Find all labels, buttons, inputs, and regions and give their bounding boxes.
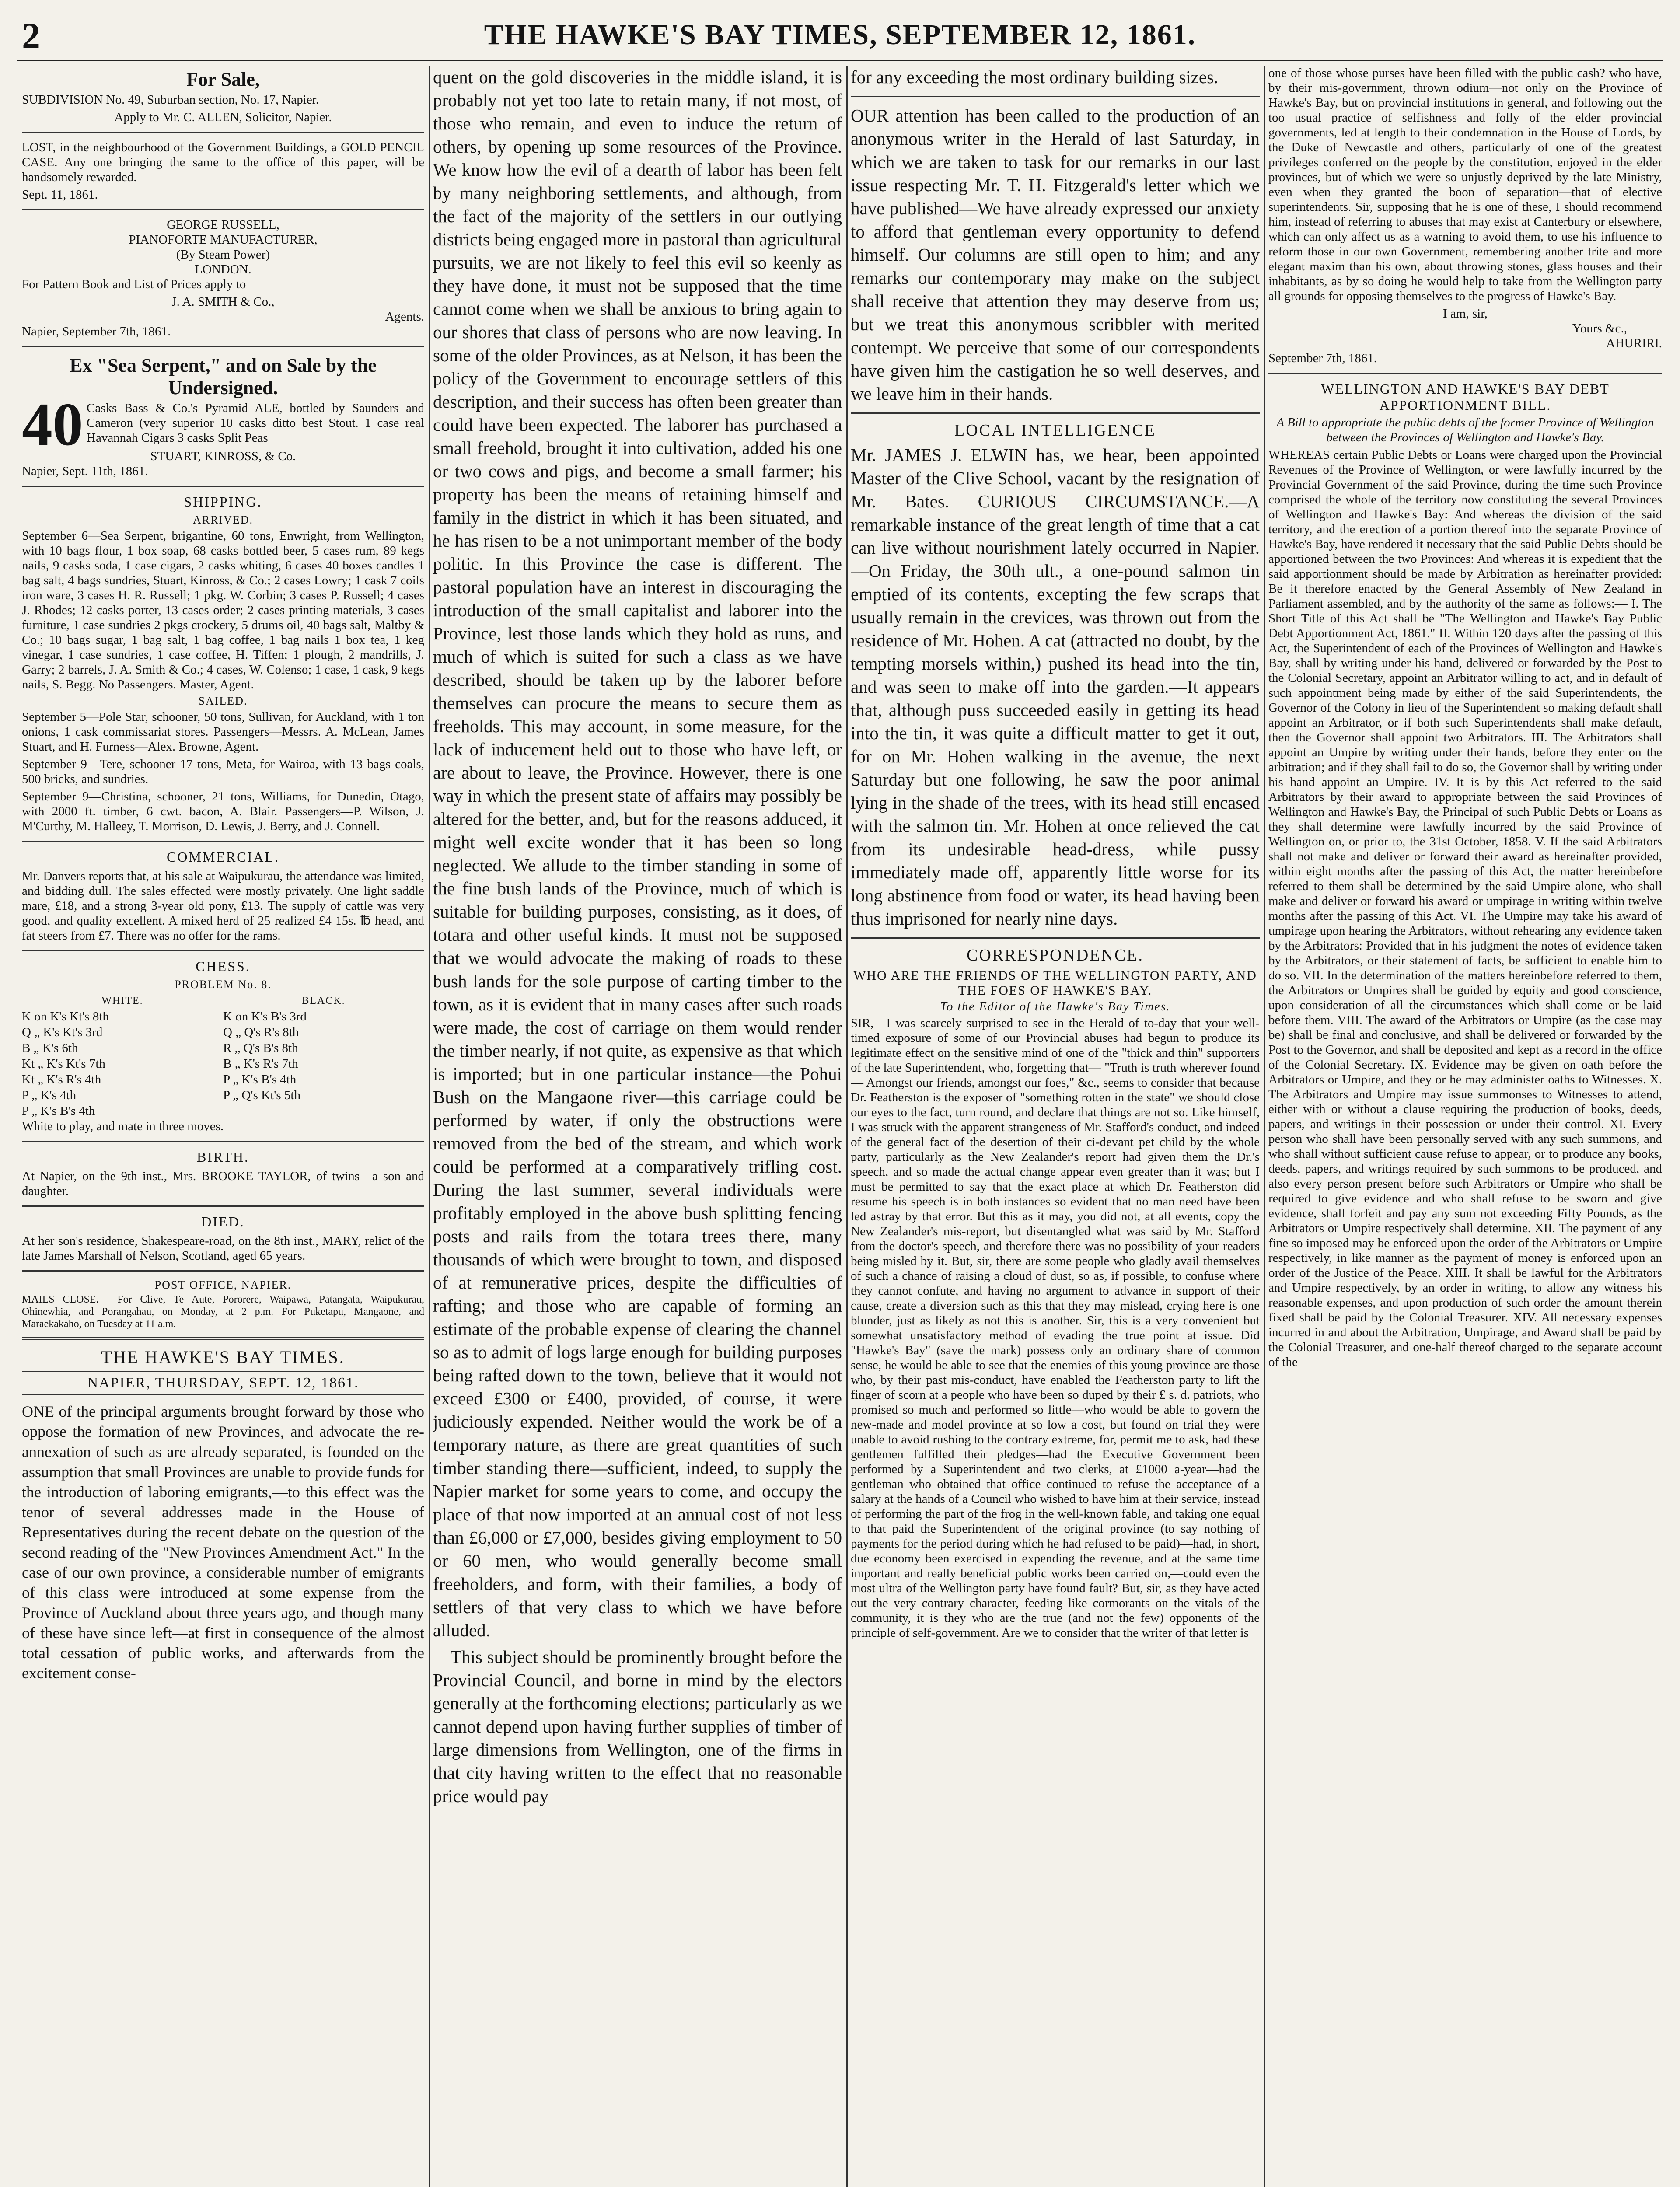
letter-sign-1: I am, sir, bbox=[1443, 307, 1488, 321]
divider bbox=[22, 1141, 424, 1142]
bill-body: WHEREAS certain Public Debts or Loans were charged upon the Provincial Revenues of the Province of Wellington, or were lawfully incurred by the Provincial Government of the said Province, during the time such Province comprised the whole of the territory now constituting the several Provinces of Wellington and Hawke's Bay: And whereas the division of the said territory, and the erection of a portion thereof into the separate Province of Hawke's Bay, have rendered it necessary that the said Public Debts should be apportioned between the two Provinces: And whereas it is expedient that the said apportionment should be made by Arbitration as hereinafter provided: Be it therefore enacted by the General Assembly of New Zealand in Parliament assembled, and by the authority of the same as follows:— I. The Short Title of this Act shall be "The Wellington and Hawke's Bay Public Debt Apportionment Act, 1861." II. Within 120 days after the passing of this Act, the Superintendent of each of the Provinces of Wellington and Hawke's Bay, shall by writing under his hand, delivered or forwarded by the Post to the Colonial Secretary, appoint an Arbitrator willing to act, and in default of such appointment being made by either of the said Superintendents, the Governor of the Colony in lieu of the Superintendent so making default shall appoint an Arbitrator, or if both such Superintendents shall make default, then the Governor shall appoint two Arbitrators. III. The Arbitrators shall appoint an Umpire by writing under their hands, before they enter on the arbitration; and if they shall fail to do so, the Governor shall by writing under his hand appoint an Umpire. IV. It is by this Act referred to the said Arbitrators by their award to appropriate between the said Provinces of Wellington and Hawke's Bay, the Principal of such Public Debts or Loans as they shall determine were lawfully incurred by the said Province of Wellington on, or prior to, the 31st October, 1858. V. If the said Arbitrators shall not make and deliver or forward their award as hereinafter provided, within eight months after the passing of this Act, the matter hereinbefore referred to them shall be determined by the said Umpire alone, who shall make and deliver or forward his award or umpirage in writing within twelve months after the passing of this Act. VI. The Umpire may take his award of umpirage upon hearing the Arbitrators, without rehearing any evidence taken by the Arbitrators: Provided that in his judgment the notes of evidence taken by the Arbitrators, or their statement of facts, be sufficient to enable him to do so. VII. In the determination of the matters hereinbefore referred to them, the Arbitrators or Umpires shall be guided by equity and good conscience, upon consideration of all the circumstances which shall come or be laid before them. VIII. The award of the Arbitrators or Umpire (as the case may be) shall be final and conclusive, and shall be delivered or forwarded by the Post to the Governor, and shall be deposited and kept as a record in the office of the Colonial Secretary. IX. Evidence may be given on oath before the Arbitrators or Umpire, and they or he may administer oaths to Witnesses. X. The Arbitrators and Umpire may issue summonses to Witnesses to attend, either with or without a clause requiring the production of books, deeds, papers, and writings in their possession or under their control. XI. Every person who shall have been personally served with any such summons, and who shall without sufficient cause refuse to appear, or to produce any books, deeds, papers, and writings required by such summons to be produced, and also every person present before such Arbitrators or Umpire who shall be required to give evidence and who shall refuse to be sworn and give evidence, shall forfeit and pay any sum not exceeding Fifty Pounds, as the Arbitrators or Umpire respectively shall determine. XII. The payment of any fine so imposed may be enforced upon the order of the Arbitrators or Umpire respectively, in like manner as the payment of money is enforced upon an order of the Justice of the Peace. XIII. It shall be lawful for the Arbitrators and Umpire respectively, by an order in writing, to allow any witness his reasonable expenses, and upon production of such order the amount therein fixed shall be paid by the Colonial Treasurer. XIV. All necessary expenses incurred in and about the Arbitration, Umpirage, and Award shall be paid by the Colonial Treasurer, and one-half thereof charged to the separate account of the bbox=[1268, 448, 1662, 1369]
chess-white-move: P „ K's B's 4th bbox=[22, 1104, 95, 1118]
russell-power: (By Steam Power) bbox=[176, 248, 270, 262]
bill-subtitle: A Bill to appropriate the public debts of the former Province of Wellington between the Provinces of Wellington and Hawke's Bay. bbox=[1276, 416, 1654, 444]
bill-heading: WELLINGTON AND HAWKE'S BAY DEBT APPORTIONMENT BILL. bbox=[1321, 381, 1610, 413]
commercial-heading: COMMERCIAL. bbox=[167, 849, 279, 865]
lost-date: Sept. 11, 1861. bbox=[22, 188, 98, 202]
column-2 bbox=[433, 66, 842, 2187]
divider bbox=[22, 1270, 424, 1272]
chess-table bbox=[22, 993, 424, 1119]
shipping-heading: SHIPPING. bbox=[184, 494, 262, 510]
chess-footer: White to play, and mate in three moves. bbox=[22, 1119, 224, 1133]
chess-white-heading: WHITE. bbox=[101, 995, 143, 1006]
letter-continued: one of those whose purses have been filled with the public cash? who have, by their mis-government, thrown odium—not only on the Province of Hawke's Bay, but on provincial institutions in general, and following out the too usual practice of selfishness and folly of the elder provincial governments, led at length to their condemnation in the House of Lords, by the Duke of Newcastle and others, particularly of one of the greatest privileges conferred on the people by the constitution, enjoyed in the elder provinces, but of which we were so unjustly deprived by the late Ministry, even when they granted the boon of separation—that of elective superintendents. Sir, supposing that he is one of these, I should recommend him, instead of referring to abuses that may exist at Canterbury or elsewhere, which can only affect us as a warning to avoid them, to use his influence to reform those in our own Government, remembering another trite and more elegant maxim than his own, about throwing stones, glass houses and their inhabitants, as by so doing he would help to take from the Wellington party all grounds for opposing themselves to the progress of Hawke's Bay. bbox=[1268, 66, 1662, 303]
divider bbox=[22, 132, 424, 133]
chess-problem: PROBLEM No. 8. bbox=[175, 978, 272, 991]
post-office-body: MAILS CLOSE.— For Clive, Te Aute, Pororere, Waipawa, Patangata, Waipukurau, Ohinewhia, and Porangahau, on Monday, at 2 p.m. For Puketapu, Mangaone, and Maraekakaho, on Tuesday at 11 a.m. bbox=[22, 1294, 424, 1330]
divider bbox=[22, 950, 424, 951]
died-heading: DIED. bbox=[201, 1214, 245, 1230]
russell-trade: PIANOFORTE MANUFACTURER, bbox=[129, 233, 318, 247]
russell-agent: J. A. SMITH & Co., bbox=[171, 295, 275, 309]
divider bbox=[22, 1205, 424, 1207]
died-body: At her son's residence, Shakespeare-road, on the 8th inst., MARY, relict of the late James Marshall of Nelson, Scotland, aged 65 years. bbox=[22, 1234, 424, 1263]
column-4 bbox=[1268, 66, 1662, 2187]
divider bbox=[22, 346, 424, 347]
editorial-continued-2: This subject should be prominently brought before the Provincial Council, and borne in mind by the electors generally at the forthcoming elections; particularly as we cannot depend upon having further supplies of timber of large dimensions from Wellington, one of the firms in that city having written to the effect that no reasonable price would pay bbox=[433, 1647, 842, 1806]
chess-white-move: B „ K's 6th bbox=[22, 1041, 78, 1055]
paper-title: THE HAWKE'S BAY TIMES. bbox=[101, 1347, 345, 1367]
post-office-heading: POST OFFICE, NAPIER. bbox=[154, 1279, 292, 1291]
chess-white-move: Kt „ K's Kt's 7th bbox=[22, 1057, 105, 1071]
editorial-body: ONE of the principal arguments brought forward by those who oppose the formation of new Provinces, and advocate the re-annexation of such as are already separated, is founded on the assumption that small Provinces are unable to provide funds for the introduction of laboring emigrants,—to this effect was the tenor of several addresses made in the House of Representatives during the recent debate on the question of the second reading of the "New Provinces Amendment Act." In the case of our own province, a considerable number of emigrants of this class were introduced at some expense from the Province of Auckland about three years ago, and though many of these have since left—at first in consequence of the almost total cessation of public works, and afterwards from the excitement conse- bbox=[22, 1403, 424, 1682]
chess-black-move: P „ K's B's 4th bbox=[223, 1073, 297, 1087]
chess-heading: CHESS. bbox=[196, 958, 251, 974]
column-rule bbox=[846, 66, 848, 2187]
ship-entry: September 9—Christina, schooner, 21 tons, Williams, for Dunedin, Otago, with 2000 ft. timber, 6 cwt. bacon, A. Blair. Passengers—P. Wilson, J. M'Curthy, M. Halleey, T. Morrison, D. Lewis, J. Berry, and J. Connell. bbox=[22, 790, 424, 833]
chess-black-move: K on K's B's 3rd bbox=[223, 1010, 307, 1024]
russell-agents: Agents. bbox=[385, 310, 424, 324]
chess-black-move bbox=[223, 1103, 424, 1119]
divider bbox=[22, 486, 424, 487]
masthead bbox=[17, 10, 1663, 61]
serpent-heading: Ex "Sea Serpent," and on Sale by the Undersigned. bbox=[70, 355, 377, 398]
serpent-date: Napier, Sept. 11th, 1861. bbox=[22, 464, 148, 478]
columns bbox=[17, 66, 1663, 2187]
divider bbox=[22, 1371, 424, 1372]
divider bbox=[22, 1337, 424, 1340]
divider bbox=[22, 1394, 424, 1395]
ship-entry: September 6—Sea Serpent, brigantine, 60 tons, Enwright, from Wellington, with 10 bags flour, 1 box soap, 68 casks bottled beer, 5 cases rum, 89 kegs nails, 9 casks soda, 1 case cigars, 2 casks whiting, 6 cases 40 boxes candles 1 bag salt, 4 bags sundries, Stuart, Kinross, & Co.; 2 cases Lowry; 1 cask 7 coils iron ware, 3 cases H. R. Russell; 1 pkg. W. Corbin; 3 cases P. Russell; 4 cases J. Rhodes; 12 casks porter, 13 cases order; 2 cases printing materials, 3 cases furniture, 1 case sundries 2 pkgs crockery, 5 drums oil, 40 bags salt, Maltby & Co.; 10 bags sugar, 1 bag salt, 1 bag coffee, 1 bag nails 1 box tea, 1 keg vinegar, 1 case sundries, 1 case coffee, H. Tiffen; 1 plough, 2 mandrills, J. Garry; 2 barrels, J. A. Smith & Co.; 4 cases, W. Colenso; 1 case, 1 cask, 9 kegs nails, S. Begg. No Passengers. Master, Agent. bbox=[22, 529, 424, 692]
chess-white-move: Q „ K's Kt's 3rd bbox=[22, 1025, 103, 1039]
divider bbox=[1268, 373, 1662, 374]
paper-date: NAPIER, THURSDAY, SEPT. 12, 1861. bbox=[87, 1375, 359, 1391]
russell-body: For Pattern Book and List of Prices apply to bbox=[22, 277, 246, 291]
column-rule bbox=[1264, 66, 1265, 2187]
chess-black-move: B „ K's R's 7th bbox=[223, 1057, 298, 1071]
serpent-body: Casks Bass & Co.'s Pyramid ALE, bottled by Saunders and Cameron (very superior 10 casks ditto best Stout. 1 case real Havannah Cigars 3 casks Split Peas bbox=[87, 401, 424, 445]
divider bbox=[851, 96, 1260, 97]
ship-entry: September 5—Pole Star, schooner, 50 tons, Sullivan, for Auckland, with 1 ton onions, 1 cask commissariat stores. Passengers—Messrs. A. McLean, James Stuart, and H. Furness—Alex. Browne, Agent. bbox=[22, 710, 424, 754]
russell-city: LONDON. bbox=[195, 262, 251, 276]
letter-body: SIR,—I was scarcely surprised to see in the Herald of to-day that your well-timed exposure of some of our Provincial abuses had begun to produce its legitimate effect on the sensitive mind of one of the "thick and thin" supporters of the late Superintendent, who, forgetting that— "Truth is truth wherever found— Amongst our friends, amongst our foes," &c., seems to consider that because Dr. Featherston is the exposer of "something rotten in the state" we should close our eyes to the fact, turn round, and declare that things are not so. Like himself, I was struck with the apparent strangeness of Mr. Stafford's conduct, and indeed of the general fact of the desertion of their ci-devant pet child by the whole party, particularly as the New Zealander's report had given them the Dr.'s speech, and so made the actual change appear even greater than it was; but I must be permitted to say that the exact place at which Dr. Featherston did resume his speech is in both instances so evident that no man need have been led astray by that error. But this as it may, you did not, at all events, copy the New Zealander's mis-report, but disentangled what was said by Mr. Stafford from the doctor's speech, and therefore there was no possibility of your readers being misled by it. But, sir, there are some people who gladly avail themselves of such a chance of raising a cloud of dust, so as, if possible, to confuse where they cannot confute, and having no argument to advance in support of their cause, create a diversion such as this that they may mislead, crying here is one blunder, just as likely as not this is another. Sir, this is a very convenient but somewhat unsatisfactory method of evading the true point at issue. Did "Hawke's Bay" (save the mark) possess only an ordinary share of common sense, he would be able to see that the enemies of this young province are those who, by their past mis-conduct, have enabled the Featherston party to lift the finger of scorn at a people who have been so duped by their £ s. d. patriots, who promised so much and performed so little—who would be able to govern the new-made and model province at so low a cost, but found on trial they were unable to avoid rushing to the contrary extreme, for, permit me to ask, had these gentlemen fulfilled their pledges—had the Executive Government been performed by a Superintendent and two clerks, at £1000 a-year—had the gentleman who obtained that office continued to refuse the acceptance of a salary at the hands of a Council who wished to have him at their service, instead of performing the part of the frog in the well-known fable, and taking one equal to that paid the Superintendent of the original province (to say nothing of payments for the period during which he had refused to be paid)—had, in short, due economy been exercised in expending the revenue, and at the same time important and really beneficial public works been carried on,—could even the most ultra of the Wellington party have found fault? But, sir, as they have acted out the very contrary character, feeding like cormorants on the vitals of the community, it is they who are the true (and not the few) opponents of the principle of self-government. Are we to consider that the writer of that letter is bbox=[851, 1016, 1260, 1640]
letter-title: WHO ARE THE FRIENDS OF THE WELLINGTON PARTY, AND THE FOES OF HAWKE'S BAY. bbox=[853, 968, 1257, 998]
sale-heading: For Sale, bbox=[186, 69, 260, 90]
sailed-heading: SAILED. bbox=[198, 695, 248, 707]
divider bbox=[851, 412, 1260, 414]
letter-salutation: To the Editor of the Hawke's Bay Times. bbox=[940, 1000, 1170, 1013]
divider bbox=[851, 937, 1260, 939]
serpent-number: 40 bbox=[22, 401, 83, 449]
serpent-signature: STUART, KINROSS, & Co. bbox=[150, 449, 296, 463]
local-intelligence-heading: LOCAL INTELLIGENCE bbox=[954, 421, 1156, 440]
newspaper-title: THE HAWKE'S BAY TIMES, SEPTEMBER 12, 1861. bbox=[484, 19, 1196, 51]
correspondence-heading: CORRESPONDENCE. bbox=[967, 946, 1144, 964]
lost-notice: LOST, in the neighbourhood of the Government Buildings, a GOLD PENCIL CASE. Any one bringing the same to the office of this paper, will be handsomely rewarded. bbox=[22, 140, 424, 184]
divider bbox=[22, 841, 424, 842]
editorial-end: for any exceeding the most ordinary building sizes. bbox=[851, 67, 1219, 87]
letter-sign-2: Yours &c., bbox=[1572, 321, 1627, 335]
letter-date: September 7th, 1861. bbox=[1268, 351, 1377, 365]
birth-heading: BIRTH. bbox=[196, 1149, 250, 1165]
commercial-body: Mr. Danvers reports that, at his sale at Waipukurau, the attendance was limited, and bidding dull. The sales effected were mostly privately. One light saddle mare, £18, and a strong 3-year old pony, £13. The supply of cattle was very good, and quality excellent. A mixed herd of 25 realized £4 15s. ℔ head, and fat steers from £7. There was no offer for the rams. bbox=[22, 869, 424, 943]
page-number: 2 bbox=[22, 16, 40, 56]
herald-response: OUR attention has been called to the production of an anonymous writer in the Herald of last Saturday, in which we are taken to task for our remarks in our last issue respecting Mr. T. H. Fitzgerald's letter which we have published—We have already expressed our anxiety to afford that gentleman every opportunity to defend himself. Our columns are still open to him; and any remarks our contemporary may make on the subject shall receive that attention they may deserve from us; but we treat this anonymous scribbler with merited contempt. We perceive that some of our correspondents have given him the castigation he so well deserves, and we leave him in their hands. bbox=[851, 105, 1260, 404]
editorial-continued: quent on the gold discoveries in the middle island, it is probably not yet too late to retain many, if not most, of those who remain, and even to induce the return of others, by opening up some resources of the Province. We know how the evil of a dearth of labor has been felt by many neighboring settlements, and although, from the fact of the majority of the settlers in our outlying districts being engaged more in pastoral than agricultural pursuits, we are not likely to feel this evil so keenly as they have done, it must not be supposed that the time cannot come when we shall be anxious to bring again to our shores that class of persons who are now leaving. In some of the older Provinces, as at Nelson, it has been the policy of the Government to encourage settlers of this description, and their success has often been greater than could have been expected. The laborer has purchased a small freehold, brought it into cultivation, added his one or two cows and pigs, and become a small farmer; his property has been the means of retaining himself and family in the district in which it has been situated, and he has risen to be a not unimportant member of the body politic. In this Province the case is different. The pastoral population have an interest in discouraging the introduction of the small capitalist and laborer into the Province, lest those lands which they hold as runs, and much of which is suited for such a class as we have described, should be taken up by the laborer before themselves can procure the means to secure them as freeholds. This may account, in some measure, for the lack of inducement held out to those who have left, or are about to leave, the Province. However, there is one way in which the present state of affairs may possibly be altered for the better, and, but for the reasons adduced, it might well excite wonder that it has been so long neglected. We allude to the timber standing in some of the fine bush lands of the Province, much of which is suitable for building purposes, consisting, as it does, of totara and other useful kinds. It must not be supposed that we would advocate the making of roads to these bush lands for the sole purpose of carting timber to the town, as it is evident that in many cases after such roads were made, the cost of carriage on them would render the timber nearly, if not quite, as expensive as that which is imported; but in one particular instance—the Pohui Bush on the Mangaone river—this carriage could be performed by water, if only the obstructions were removed from the bed of the stream, and which work could be performed at a comparatively trifling cost. During the last summer, several individuals were profitably employed in the above bush splitting fencing posts and rails from the totara trees there, many thousands of which were brought to town, and disposed of at remunerative prices, despite the difficulties of rafting; and those who are capable of forming an estimate of the probable expense of clearing the channel so as to admit of logs large enough for building purposes being rafted down to the town, believe that it would not exceed £300 or £400, provided, of course, it were judiciously expended. Neither would the work be of a temporary nature, as there are great quantities of such timber standing there—sufficient, indeed, to supply the Napier market for some years to come, and occupy the place of that now imported at an annual cost of not less than £6,000 or £7,000, besides giving employment to 50 or 60 men, who would generally become small freeholders, and form, with their families, a body of settlers of that very class to which we have before alluded. bbox=[433, 67, 842, 1640]
chess-black-move: Q „ Q's R's 8th bbox=[223, 1025, 299, 1039]
chess-white-move: Kt „ K's R's 4th bbox=[22, 1073, 101, 1087]
chess-black-heading: BLACK. bbox=[302, 995, 346, 1006]
column-3 bbox=[851, 66, 1260, 2187]
chess-white-move: K on K's Kt's 8th bbox=[22, 1010, 109, 1024]
column-1 bbox=[22, 66, 424, 2187]
sale-apply: Apply to Mr. C. ALLEN, Solicitor, Napier. bbox=[114, 110, 332, 124]
chess-white-move: P „ K's 4th bbox=[22, 1088, 77, 1102]
letter-sign-name: AHURIRI. bbox=[1606, 336, 1662, 350]
sale-body: SUBDIVISION No. 49, Suburban section, No. 17, Napier. bbox=[22, 93, 319, 107]
column-rule bbox=[429, 66, 430, 2187]
russell-name: GEORGE RUSSELL, bbox=[167, 218, 279, 232]
divider bbox=[22, 209, 424, 210]
local-intelligence-body: Mr. JAMES J. ELWIN has, we hear, been appointed Master of the Clive School, vacant by the resignation of Mr. Bates. CURIOUS CIRCUMSTANCE.—A remarkable instance of the great length of time that a cat can live without nourishment lately occurred in Napier.—On Friday, the 30th ult., a one-pound salmon tin emptied of its contents, excepting the few scraps that usually remain in the crevices, was thrown out from the residence of Mr. Hohen. A cat (attracted no doubt, by the tempting morsels within,) pushed its head into the tin, and was seen to make off into the garden.—It appears that, although puss succeeded easily in getting its head into the tin, it was quite a difficult matter to get it out, for on Mr. Hohen walking in the avenue, the next Saturday but one following, he saw the poor animal lying in the shade of the trees, with its head still encased with the salmon tin. Mr. Hohen at once relieved the cat from its undesirable head-dress, while pussy immediately made off, apparently little worse for its long abstinence from food or water, its head having been thus imprisoned for nearly nine days. bbox=[851, 445, 1260, 929]
russell-date: Napier, September 7th, 1861. bbox=[22, 325, 171, 339]
birth-body: At Napier, on the 9th inst., Mrs. BROOKE TAYLOR, of twins—a son and daughter. bbox=[22, 1169, 424, 1198]
chess-black-move: P „ Q's Kt's 5th bbox=[223, 1088, 300, 1102]
arrived-heading: ARRIVED. bbox=[192, 514, 254, 526]
ship-entry: September 9—Tere, schooner 17 tons, Meta, for Wairoa, with 13 bags coals, 500 bricks, and sundries. bbox=[22, 757, 424, 786]
chess-black-move: R „ Q's B's 8th bbox=[223, 1041, 298, 1055]
